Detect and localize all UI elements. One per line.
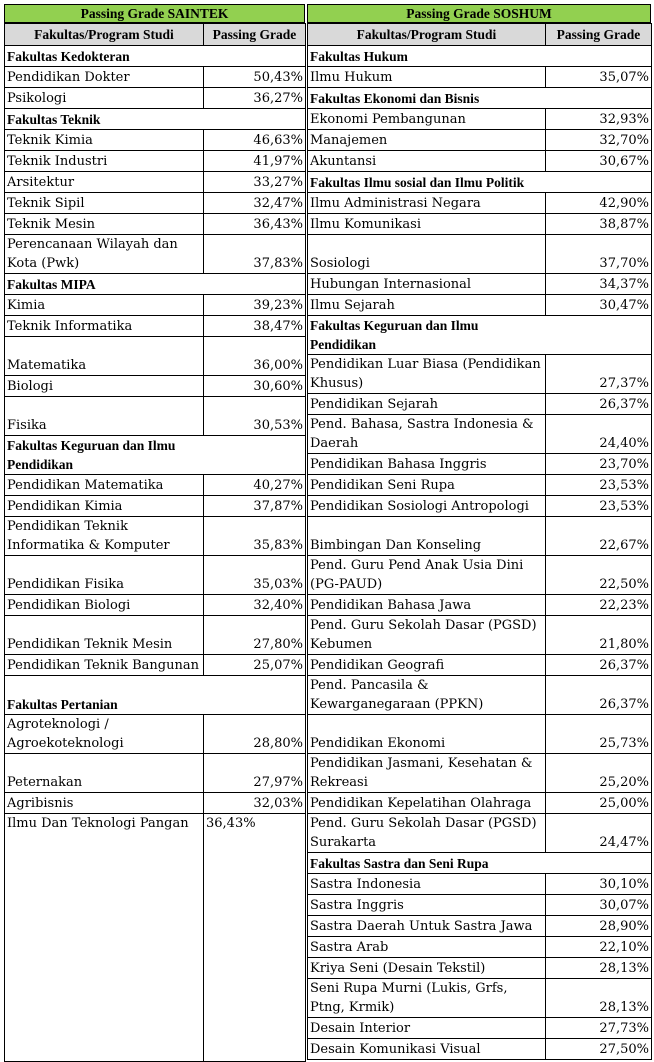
soshum-header-row — [308, 24, 652, 46]
passing-grade-value: 30,53% — [204, 397, 306, 436]
faculty-header-row — [5, 436, 306, 475]
program-name: Teknik Kimia — [5, 130, 204, 151]
passing-grade-value: 32,93% — [546, 109, 652, 130]
faculty-name: Fakultas Ekonomi dan Bisnis — [308, 88, 546, 109]
program-name: Teknik Sipil — [5, 193, 204, 214]
passing-grade-value: 36,00% — [204, 337, 306, 376]
soshum-panel — [307, 4, 651, 1060]
passing-grade-value: 24,47% — [546, 814, 652, 853]
passing-grade-value: 30,47% — [546, 295, 652, 316]
program-name: Bimbingan Dan Konseling — [308, 517, 546, 556]
program-row — [5, 595, 306, 616]
program-name: Pendidikan Kimia — [5, 496, 204, 517]
program-row — [308, 556, 652, 595]
passing-grade-value: 36,27% — [204, 88, 306, 109]
program-name: Pendidikan Teknik Bangunan — [5, 655, 204, 676]
soshum-table — [307, 23, 652, 1060]
passing-grade-value: 36,43% — [204, 814, 306, 1062]
soshum-rows — [308, 46, 652, 1060]
passing-grade-value: 24,40% — [546, 415, 652, 454]
program-name: Agroteknologi / Agroekoteknologi — [5, 715, 204, 754]
passing-grade-value: 28,13% — [546, 958, 652, 979]
passing-grade-value: 23,70% — [546, 454, 652, 475]
program-row — [308, 793, 652, 814]
program-name: Ilmu Sejarah — [308, 295, 546, 316]
faculty-header-row — [5, 676, 306, 715]
program-row — [5, 556, 306, 595]
program-row — [5, 793, 306, 814]
passing-grade-value: 23,53% — [546, 496, 652, 517]
program-name: Kimia — [5, 295, 204, 316]
program-row — [5, 397, 306, 436]
passing-grade-value: 37,83% — [204, 235, 306, 274]
program-row — [308, 454, 652, 475]
program-name: Pendidikan Teknik Informatika & Komputer — [5, 517, 204, 556]
program-name: Pendidikan Jasmani, Kesehatan & Rekreasi — [308, 754, 546, 793]
program-row — [5, 655, 306, 676]
program-name: Akuntansi — [308, 151, 546, 172]
program-name: Pendidikan Bahasa Inggris — [308, 454, 546, 475]
program-row — [5, 235, 306, 274]
saintek-panel — [4, 4, 305, 1062]
faculty-header-row — [5, 274, 306, 295]
program-row — [308, 595, 652, 616]
faculty-name: Fakultas Pertanian — [5, 676, 204, 715]
passing-grade-value: 33,27% — [204, 172, 306, 193]
passing-grade-value: 26,37% — [546, 394, 652, 415]
program-name: Manajemen — [308, 130, 546, 151]
faculty-name: Fakultas Hukum — [308, 46, 546, 67]
program-name: Perencanaan Wilayah dan Kota (Pwk) — [5, 235, 204, 274]
program-row — [308, 193, 652, 214]
passing-grade-value: 37,70% — [546, 235, 652, 274]
program-row — [308, 1018, 652, 1039]
program-name: Pend. Guru Sekolah Dasar (PGSD) Surakarta — [308, 814, 546, 853]
program-row — [308, 130, 652, 151]
faculty-name: Fakultas MIPA — [5, 274, 204, 295]
passing-grade-value: 22,50% — [546, 556, 652, 595]
passing-grade-value: 26,37% — [546, 676, 652, 715]
passing-grade-value: 41,97% — [204, 151, 306, 172]
program-name: Pendidikan Kepelatihan Olahraga — [308, 793, 546, 814]
program-name: Pendidikan Dokter — [5, 67, 204, 88]
program-row — [308, 676, 652, 715]
passing-grade-value: 25,73% — [546, 715, 652, 754]
passing-grade-value: 25,07% — [204, 655, 306, 676]
soshum-col-program: Fakultas/Program Studi — [308, 24, 546, 46]
passing-grade-value: 27,50% — [546, 1039, 652, 1060]
program-name: Seni Rupa Murni (Lukis, Grfs, Ptng, Krmik) — [308, 979, 546, 1018]
passing-grade-value: 37,87% — [204, 496, 306, 517]
program-row — [5, 616, 306, 655]
faculty-header-row — [5, 46, 306, 67]
passing-grade-value: 35,03% — [204, 556, 306, 595]
passing-grade-value: 38,87% — [546, 214, 652, 235]
saintek-col-grade: Passing Grade — [204, 24, 306, 46]
program-row — [308, 355, 652, 394]
passing-grade-value — [546, 172, 652, 193]
program-row — [5, 475, 306, 496]
passing-grade-value — [546, 853, 652, 874]
program-name: Teknik Mesin — [5, 214, 204, 235]
program-row — [5, 517, 306, 556]
passing-grade-value: 28,80% — [204, 715, 306, 754]
program-row — [5, 67, 306, 88]
program-row — [5, 715, 306, 754]
program-name: Pendidikan Seni Rupa — [308, 475, 546, 496]
program-row — [308, 274, 652, 295]
saintek-rows — [5, 46, 306, 1062]
program-row — [5, 151, 306, 172]
program-row — [308, 715, 652, 754]
passing-grade-value: 34,37% — [546, 274, 652, 295]
program-row — [308, 616, 652, 655]
program-row — [5, 337, 306, 376]
program-name: Kriya Seni (Desain Tekstil) — [308, 958, 546, 979]
passing-grade-value: 25,00% — [546, 793, 652, 814]
program-row — [5, 295, 306, 316]
program-name: Sosiologi — [308, 235, 546, 274]
program-row — [308, 814, 652, 853]
faculty-header-row — [5, 109, 306, 130]
program-row — [308, 109, 652, 130]
program-name: Pendidikan Fisika — [5, 556, 204, 595]
program-row — [308, 475, 652, 496]
program-row — [308, 67, 652, 88]
program-row — [308, 415, 652, 454]
program-name: Matematika — [5, 337, 204, 376]
passing-grade-value: 22,10% — [546, 937, 652, 958]
passing-grade-value: 27,37% — [546, 355, 652, 394]
saintek-header-row — [5, 24, 306, 46]
program-row — [5, 172, 306, 193]
program-row — [5, 814, 306, 1062]
program-name: Peternakan — [5, 754, 204, 793]
program-name: Pendidikan Luar Biasa (Pendidikan Khusus) — [308, 355, 546, 394]
passing-grade-value: 22,67% — [546, 517, 652, 556]
program-name: Pendidikan Sosiologi Antropologi — [308, 496, 546, 517]
program-row — [308, 1039, 652, 1060]
program-name: Sastra Daerah Untuk Sastra Jawa — [308, 916, 546, 937]
program-name: Pendidikan Bahasa Jawa — [308, 595, 546, 616]
program-name: Teknik Industri — [5, 151, 204, 172]
program-name: Pend. Guru Pend Anak Usia Dini (PG-PAUD) — [308, 556, 546, 595]
program-row — [308, 394, 652, 415]
soshum-col-grade: Passing Grade — [546, 24, 652, 46]
program-row — [5, 754, 306, 793]
passing-grade-value: 32,03% — [204, 793, 306, 814]
soshum-title: Passing Grade SOSHUM — [307, 4, 651, 23]
program-name: Pendidikan Teknik Mesin — [5, 616, 204, 655]
program-name: Pendidikan Geografi — [308, 655, 546, 676]
passing-grade-value: 30,07% — [546, 895, 652, 916]
program-row — [308, 295, 652, 316]
passing-grade-value — [204, 46, 306, 67]
saintek-col-program: Fakultas/Program Studi — [5, 24, 204, 46]
program-row — [308, 214, 652, 235]
program-row — [5, 193, 306, 214]
program-name: Desain Komunikasi Visual — [308, 1039, 546, 1060]
faculty-name: Fakultas Keguruan dan Ilmu Pendidikan — [308, 316, 546, 355]
passing-grade-value: 38,47% — [204, 316, 306, 337]
program-name: Psikologi — [5, 88, 204, 109]
passing-grade-value: 27,73% — [546, 1018, 652, 1039]
program-row — [5, 88, 306, 109]
program-name: Ilmu Hukum — [308, 67, 546, 88]
faculty-header-row — [308, 172, 652, 193]
faculty-name: Fakultas Teknik — [5, 109, 204, 130]
program-row — [308, 937, 652, 958]
passing-grade-value: 25,20% — [546, 754, 652, 793]
passing-grade-value: 23,53% — [546, 475, 652, 496]
saintek-table — [4, 23, 306, 1062]
passing-grade-value: 35,83% — [204, 517, 306, 556]
program-row — [308, 874, 652, 895]
program-name: Ekonomi Pembangunan — [308, 109, 546, 130]
program-name: Sastra Inggris — [308, 895, 546, 916]
program-name: Pend. Pancasila & Kewarganegaraan (PPKN) — [308, 676, 546, 715]
program-name: Arsitektur — [5, 172, 204, 193]
passing-grade-value: 28,13% — [546, 979, 652, 1018]
program-name: Sastra Arab — [308, 937, 546, 958]
program-name: Ilmu Komunikasi — [308, 214, 546, 235]
passing-grade-value: 39,23% — [204, 295, 306, 316]
faculty-header-row — [308, 88, 652, 109]
passing-grade-value — [546, 88, 652, 109]
passing-grade-value: 21,80% — [546, 616, 652, 655]
program-name: Agribisnis — [5, 793, 204, 814]
passing-grade-value: 22,23% — [546, 595, 652, 616]
faculty-name: Fakultas Ilmu sosial dan Ilmu Politik — [308, 172, 546, 193]
passing-grade-value: 40,27% — [204, 475, 306, 496]
faculty-header-row — [308, 316, 652, 355]
program-row — [308, 895, 652, 916]
saintek-title: Passing Grade SAINTEK — [4, 4, 305, 23]
passing-grade-value: 50,43% — [204, 67, 306, 88]
passing-grade-value: 36,43% — [204, 214, 306, 235]
program-name: Hubungan Internasional — [308, 274, 546, 295]
program-name: Fisika — [5, 397, 204, 436]
program-name: Ilmu Administrasi Negara — [308, 193, 546, 214]
passing-grade-value: 30,10% — [546, 874, 652, 895]
passing-grade-value: 27,80% — [204, 616, 306, 655]
program-row — [308, 151, 652, 172]
passing-grade-value — [204, 436, 306, 475]
program-row — [308, 754, 652, 793]
passing-grade-value: 32,70% — [546, 130, 652, 151]
program-name: Pendidikan Sejarah — [308, 394, 546, 415]
passing-grade-value — [546, 46, 652, 67]
passing-grade-value: 30,60% — [204, 376, 306, 397]
passing-grade-value: 32,40% — [204, 595, 306, 616]
faculty-header-row — [308, 853, 652, 874]
program-row — [5, 496, 306, 517]
program-name: Sastra Indonesia — [308, 874, 546, 895]
program-row — [5, 376, 306, 397]
program-row — [308, 496, 652, 517]
passing-grade-value: 28,90% — [546, 916, 652, 937]
passing-grade-value: 27,97% — [204, 754, 306, 793]
program-row — [308, 958, 652, 979]
passing-grade-value: 46,63% — [204, 130, 306, 151]
passing-grade-value — [204, 274, 306, 295]
passing-grade-value: 35,07% — [546, 67, 652, 88]
faculty-header-row — [308, 46, 652, 67]
passing-grade-value — [546, 316, 652, 355]
program-row — [5, 316, 306, 337]
passing-grade-value: 32,47% — [204, 193, 306, 214]
passing-grade-value: 42,90% — [546, 193, 652, 214]
program-row — [308, 916, 652, 937]
passing-grade-value: 26,37% — [546, 655, 652, 676]
program-name: Pendidikan Biologi — [5, 595, 204, 616]
program-row — [5, 214, 306, 235]
program-row — [308, 517, 652, 556]
faculty-name: Fakultas Sastra dan Seni Rupa — [308, 853, 546, 874]
program-name: Teknik Informatika — [5, 316, 204, 337]
program-row — [308, 655, 652, 676]
passing-grade-value — [204, 676, 306, 715]
program-row — [5, 130, 306, 151]
faculty-name: Fakultas Keguruan dan Ilmu Pendidikan — [5, 436, 204, 475]
program-name: Pend. Guru Sekolah Dasar (PGSD) Kebumen — [308, 616, 546, 655]
program-name: Biologi — [5, 376, 204, 397]
program-name: Desain Interior — [308, 1018, 546, 1039]
passing-grade-value — [204, 109, 306, 130]
passing-grade-value: 30,67% — [546, 151, 652, 172]
program-name: Pend. Bahasa, Sastra Indonesia & Daerah — [308, 415, 546, 454]
program-name: Pendidikan Matematika — [5, 475, 204, 496]
program-name: Ilmu Dan Teknologi Pangan — [5, 814, 204, 1062]
faculty-name: Fakultas Kedokteran — [5, 46, 204, 67]
program-row — [308, 235, 652, 274]
program-name: Pendidikan Ekonomi — [308, 715, 546, 754]
program-row — [308, 979, 652, 1018]
